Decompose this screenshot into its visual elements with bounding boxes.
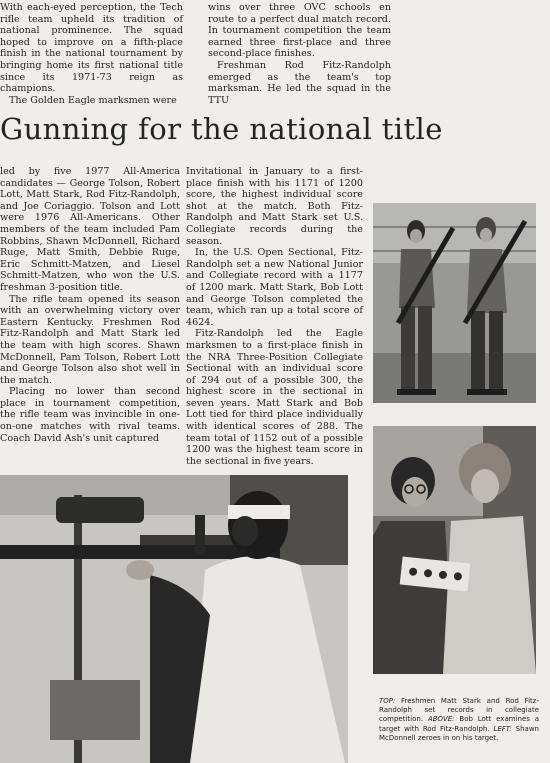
body-paragraph: Placing no lower than second place in tournament competition, the rifle team was invincible in one-on-one matches with rival teams. Coach David Ash's unit captured: [0, 386, 180, 444]
intro-paragraph: The Golden Eagle marksmen were: [9, 94, 177, 106]
photo-marksman-aiming: [0, 475, 348, 763]
intro-paragraph: wins over three OVC schools en route to a perfect dual match record. In tournament competition the team earned three first-place and three second-place finishes.: [208, 2, 391, 60]
body-paragraph: Fitz-Randolph led the Eagle marksmen to a first-place finish in the NRA Three-Position Collegiate Sectional with an individual score of 294 out of a possible 300, the highest score in the sectional in seven years. Matt Stark and Bob Lott tied for third place individually with identical scores of 288. The team total of 1152 out of a possible 1200 was the highest team score in the sectional in five years.: [186, 328, 363, 467]
body-column-right: [186, 166, 363, 467]
body-paragraph: led by five 1977 All-America candidates — George Tolson, Robert Lott, Matt Stark, Rod Fitz-Randolph, and Joe Coriaggio. Tolson and Lott were 1976 All-Americans. Other members of the team included Pam Robbins, Shawn McDonnell, Richard Ruge, Matt Smith, Debbie Ruge, Eric Schmitt-Matzen, and Liesel Schmitt-Matzen, who won the U.S. freshman 3-position title.: [0, 166, 180, 293]
intro-column-left: [0, 2, 183, 106]
caption-text: Shawn McDonnell zeroes in on his target.: [379, 724, 539, 742]
body-paragraph: In, the U.S. Open Sectional, Fitz-Randolph set a new National Junior and Collegiate record with a 1177 of 1200 mark. Matt Stark, Bob Lott and George Tolson completed the team, which ran up a total score of 4624.: [186, 247, 363, 328]
intro-paragraph: With each-eyed perception, the Tech rifle team upheld its tradition of national prominence. The squad hoped to improve on a fifth-place finish in the national tournament by bringing home its first national title since its 1971-73 reign as champions.: [0, 2, 183, 95]
intro-paragraph: Freshman Rod Fitz-Randolph emerged as the team's top marksman. He led the squad in the TTU: [208, 59, 391, 106]
body-paragraph: The rifle team opened its season with an overwhelming victory over Eastern Kentucky. Freshmen Rod Fitz-Randolph and Matt Stark led the team with high scores. Shawn McDonnell, Pam Tolson, Robert Lott and George Tolson also shot well in the match.: [0, 293, 180, 386]
caption-text: Freshmen Matt Stark and Rod Fitz-Randolph set records in collegiate competition.: [379, 697, 539, 724]
caption-label: ABOVE:: [427, 715, 455, 724]
body-column-left: [0, 166, 180, 444]
photo-marksmen-standing: [373, 203, 536, 403]
photo-caption: [379, 697, 539, 743]
caption-text: Bob Lott examines a target with Rod Fitz-Randolph.: [379, 715, 540, 733]
page-headline: Gunning for the national title: [0, 112, 443, 146]
caption-label: TOP:: [379, 697, 396, 705]
intro-column-right: [208, 2, 391, 106]
photo-examining-target: [373, 426, 536, 674]
caption-label: LEFT:: [493, 724, 512, 733]
body-paragraph: Invitational in January to a first-place finish with his 1171 of 1200 score, the highest individual score shot at the match. Both Fitz-Randolph and Matt Stark set U.S. Collegiate records during the season.: [186, 166, 363, 247]
